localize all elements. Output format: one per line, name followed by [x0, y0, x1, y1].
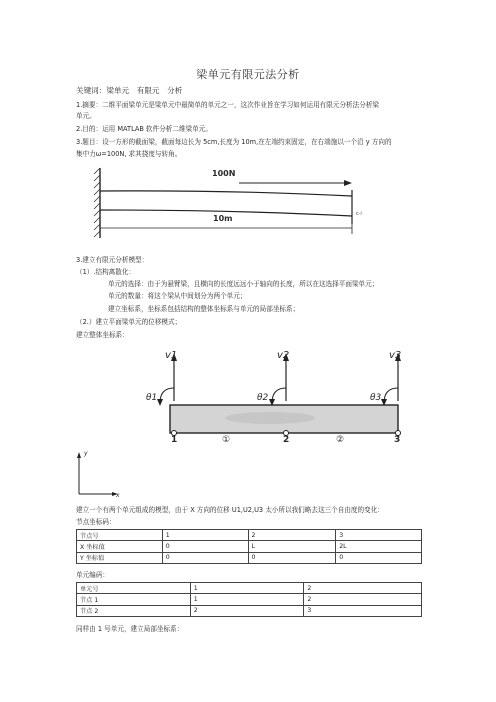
section-3-1-a: 单元的选择：由于为悬臂梁，且横向的长度远远小于轴向的长度，所以在这选择平面梁单元；: [108, 280, 379, 288]
table-row: [77, 552, 422, 563]
table-cell: 0: [248, 552, 336, 563]
theta3-label: θ3: [370, 393, 382, 403]
node-1-label: 1: [171, 435, 178, 445]
table-cell: 1: [162, 530, 248, 541]
table-cell: 0: [162, 552, 248, 563]
y-axis-label: y: [84, 450, 88, 457]
theta2-label: θ2: [257, 393, 269, 403]
x-axis-label: x: [116, 492, 120, 499]
table-cell: 1: [190, 583, 304, 594]
table-cell: 节点号: [77, 530, 163, 541]
section-3-1: （1）.结构离散化：: [76, 268, 136, 276]
purpose-line: 2.目的：运用 MATLAB 软件分析二维梁单元。: [76, 125, 212, 133]
theta1-label: θ1: [146, 393, 158, 403]
table-row: [77, 594, 422, 605]
keywords-line: 关键词：梁单元 有限元 分析: [76, 86, 183, 95]
table-cell: 2: [248, 530, 336, 541]
table-cell: 2: [304, 594, 422, 605]
table-row: [77, 530, 422, 541]
problem-line-2: 集中力ω=100N, 求其挠度与转角。: [76, 150, 182, 158]
problem-line-1: 3.题目：设一方形的截面梁，截面每边长为 5cm,长度为 10m,在左端约束固定，在右端施以一个沿 y 方向的: [76, 138, 392, 146]
table-cell: 节点 1: [77, 594, 191, 605]
element-code-table: [76, 582, 422, 617]
table-cell: 2: [304, 583, 422, 594]
section-3-1-c: 建立坐标系，坐标系包括结构的整体坐标系与单元的局部坐标系；: [108, 305, 300, 313]
section-3-heading: 3.建立有限元分析模型：: [76, 256, 149, 264]
node-coordinate-table: [76, 529, 422, 564]
table-cell: X 坐标值: [77, 541, 163, 552]
v2-label: v2: [277, 350, 290, 361]
element-1-label: ①: [222, 435, 231, 445]
table-cell: L: [248, 541, 336, 552]
table-cell: 3: [304, 605, 422, 616]
section-3-1-b: 单元的数量：将这个梁从中间划分为两个单元；: [108, 292, 247, 300]
abstract-line-1: 1.摘要：二维平面梁单元是梁单元中最简单的单元之一，这次作业旨在学习如何运用有限元分析法分析梁: [76, 101, 380, 109]
table-cell: 单元号: [77, 583, 191, 594]
global-coords-label: 建立整体坐标系：: [76, 331, 129, 339]
table-cell: 3: [336, 530, 422, 541]
force-label: 100N: [212, 169, 236, 178]
v3-label: v3: [389, 350, 402, 361]
table-cell: Y 坐标值: [77, 552, 163, 563]
element-table-caption: 单元编码：: [76, 571, 109, 579]
node-table-caption: 节点坐标码：: [76, 518, 116, 526]
document-title: 梁单元有限元法分析: [196, 68, 300, 81]
table-row: [77, 541, 422, 552]
table-cell: 节点 2: [77, 605, 191, 616]
svg-text:c·i: c·i: [356, 211, 362, 217]
section-3-2: （2.）建立平面梁单元的位移模式；: [76, 318, 182, 326]
node-3-label: 3: [394, 435, 401, 445]
table-cell: 0: [162, 541, 248, 552]
element-2-label: ②: [336, 435, 345, 445]
table-cell: 1: [190, 594, 304, 605]
abstract-line-2: 单元。: [76, 112, 96, 120]
model-description: 建立一个有两个单元组成的模型，由于 X 方向的位移 U1,U2,U3 太小所以我们略去这三个自由度的变化：: [76, 506, 384, 514]
table-row: [77, 605, 422, 616]
cantilever-beam-figure: [94, 166, 364, 248]
node-2-label: 2: [283, 435, 290, 445]
table-cell: 0: [336, 552, 422, 563]
length-label: 10m: [213, 214, 233, 223]
table-cell: 2: [190, 605, 304, 616]
table-row: [77, 583, 422, 594]
table-cell: 2L: [336, 541, 422, 552]
local-coords-line: 同样由 1 号单元，建立局部坐标系：: [76, 625, 184, 633]
v1-label: v1: [165, 350, 178, 361]
